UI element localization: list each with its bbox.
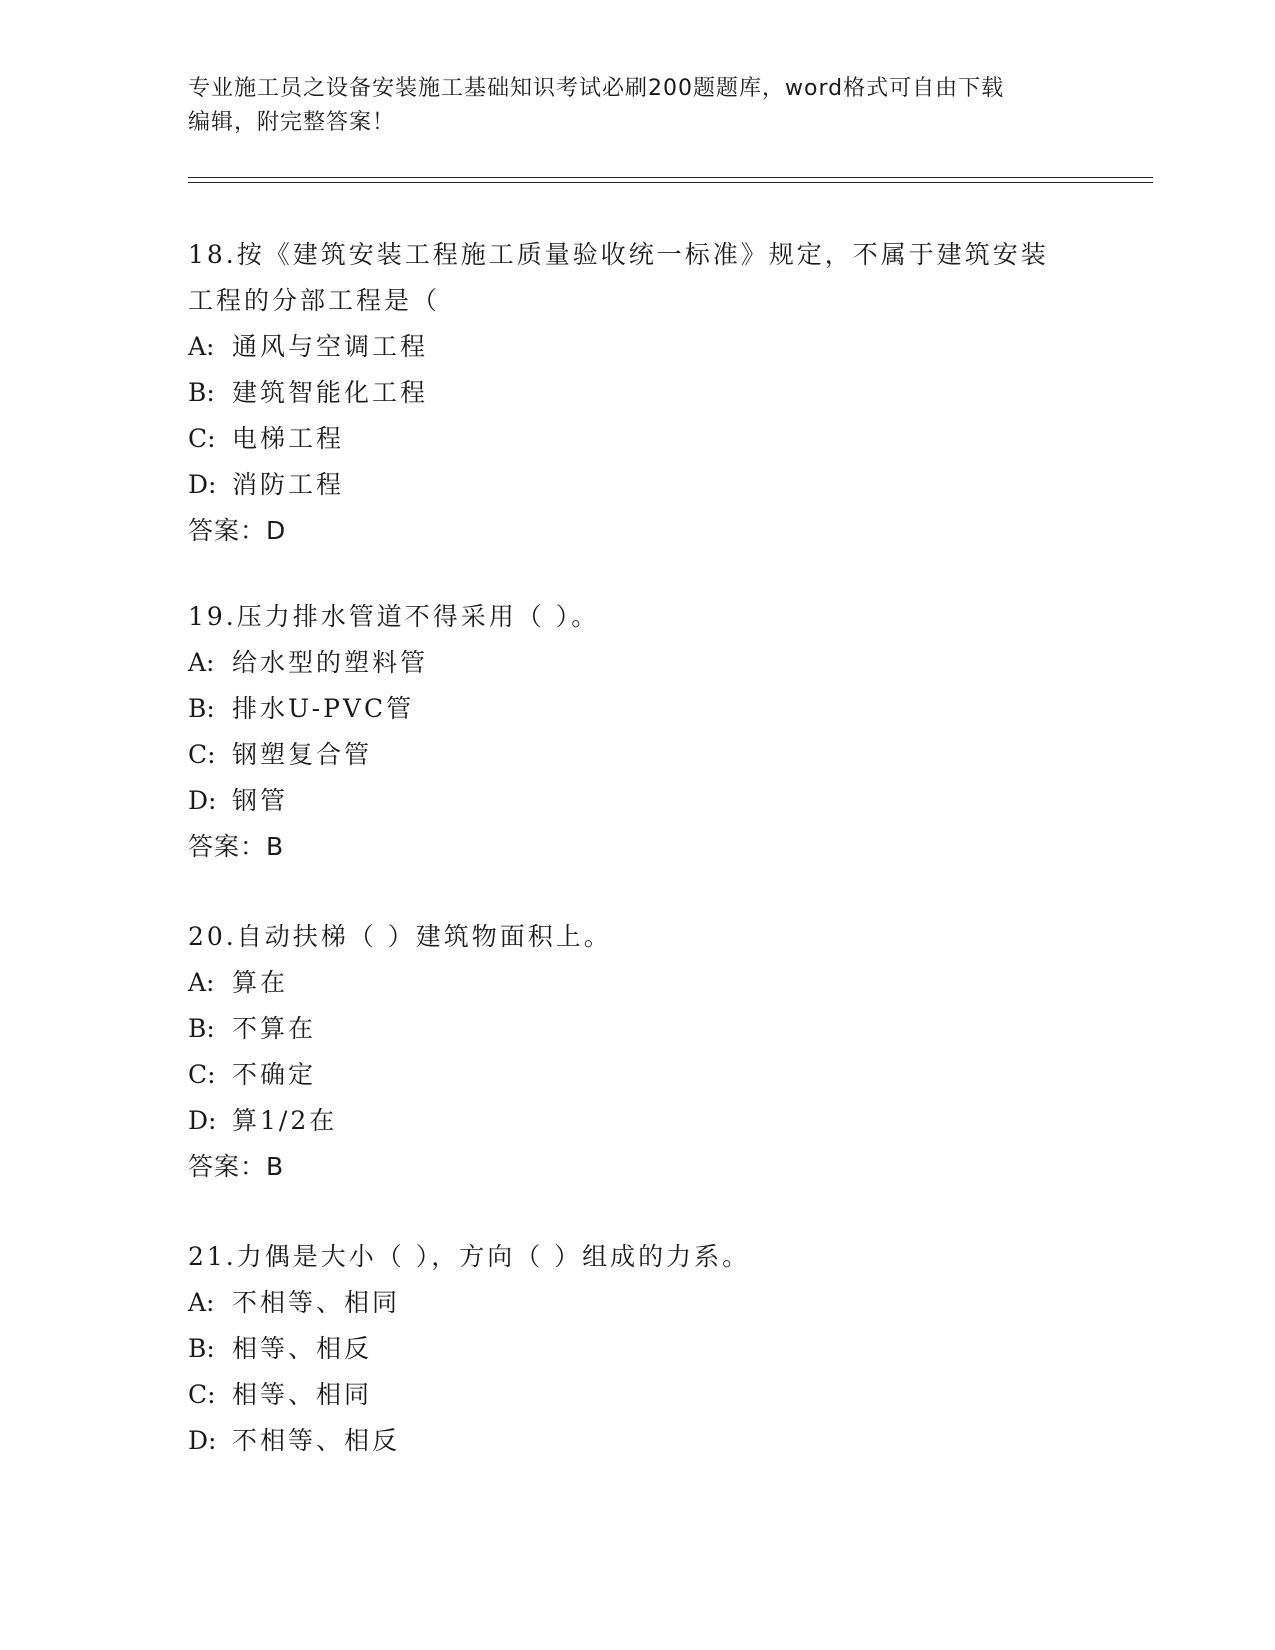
option-letter: A:	[188, 648, 215, 677]
option-letter: B:	[188, 1334, 215, 1363]
option-letter: C:	[188, 424, 216, 453]
option-letter: D:	[188, 786, 217, 815]
question-19	[188, 594, 1088, 870]
option-d	[188, 1418, 1088, 1464]
option-d	[188, 1098, 1088, 1144]
option-text: 消防工程	[232, 470, 345, 499]
option-b	[188, 370, 1088, 416]
option-a	[188, 640, 1088, 686]
option-text: 通风与空调工程	[232, 332, 429, 361]
option-b	[188, 1326, 1088, 1372]
option-d	[188, 778, 1088, 824]
option-text: 电梯工程	[232, 424, 345, 453]
option-letter: C:	[188, 1060, 216, 1089]
option-b	[188, 686, 1088, 732]
option-d	[188, 462, 1088, 508]
question-21	[188, 1234, 1088, 1464]
document-header	[188, 72, 1088, 140]
header-divider-top	[188, 177, 1153, 178]
option-c	[188, 1052, 1088, 1098]
option-text: 排水U-PVC管	[232, 694, 415, 723]
option-text: 算在	[232, 968, 289, 997]
answer: 答案：B	[188, 832, 285, 861]
option-letter: D:	[188, 470, 217, 499]
option-letter: D:	[188, 1426, 217, 1455]
option-c	[188, 416, 1088, 462]
question-stem-continued: 工程的分部工程是（	[188, 286, 441, 315]
option-letter: D:	[188, 1106, 217, 1135]
question-stem: 19.压力排水管道不得采用（ ）。	[188, 602, 600, 631]
answer: 答案：D	[188, 516, 287, 545]
question-18	[188, 232, 1088, 554]
option-c	[188, 732, 1088, 778]
question-stem: 21.力偶是大小（ ），方向（ ）组成的力系。	[188, 1242, 751, 1271]
option-letter: C:	[188, 740, 216, 769]
option-letter: B:	[188, 1014, 215, 1043]
option-text: 不算在	[232, 1014, 317, 1043]
option-letter: A:	[188, 968, 215, 997]
option-b	[188, 1006, 1088, 1052]
option-letter: C:	[188, 1380, 216, 1409]
option-text: 钢管	[232, 786, 289, 815]
option-text: 建筑智能化工程	[232, 378, 429, 407]
option-letter: A:	[188, 332, 215, 361]
option-text: 不确定	[232, 1060, 317, 1089]
option-letter: B:	[188, 378, 215, 407]
option-text: 钢塑复合管	[232, 740, 373, 769]
option-text: 算1/2在	[232, 1106, 338, 1135]
option-c	[188, 1372, 1088, 1418]
option-text: 相等、相反	[232, 1334, 373, 1363]
question-stem: 18.按《建筑安装工程施工质量验收统一标准》规定，不属于建筑安装	[188, 240, 1049, 269]
option-a	[188, 324, 1088, 370]
option-letter: A:	[188, 1288, 215, 1317]
option-text: 不相等、相同	[232, 1288, 401, 1317]
header-line-1: 专业施工员之设备安装施工基础知识考试必刷200题题库，word格式可自由下载	[188, 76, 1005, 101]
option-text: 给水型的塑料管	[232, 648, 429, 677]
option-text: 相等、相同	[232, 1380, 373, 1409]
answer: 答案：B	[188, 1152, 285, 1181]
question-stem: 20.自动扶梯（ ）建筑物面积上。	[188, 922, 612, 951]
header-divider-bottom	[188, 182, 1153, 183]
header-line-2: 编辑，附完整答案！	[188, 110, 396, 135]
option-text: 不相等、相反	[232, 1426, 401, 1455]
question-20	[188, 914, 1088, 1190]
option-a	[188, 1280, 1088, 1326]
option-letter: B:	[188, 694, 215, 723]
option-a	[188, 960, 1088, 1006]
